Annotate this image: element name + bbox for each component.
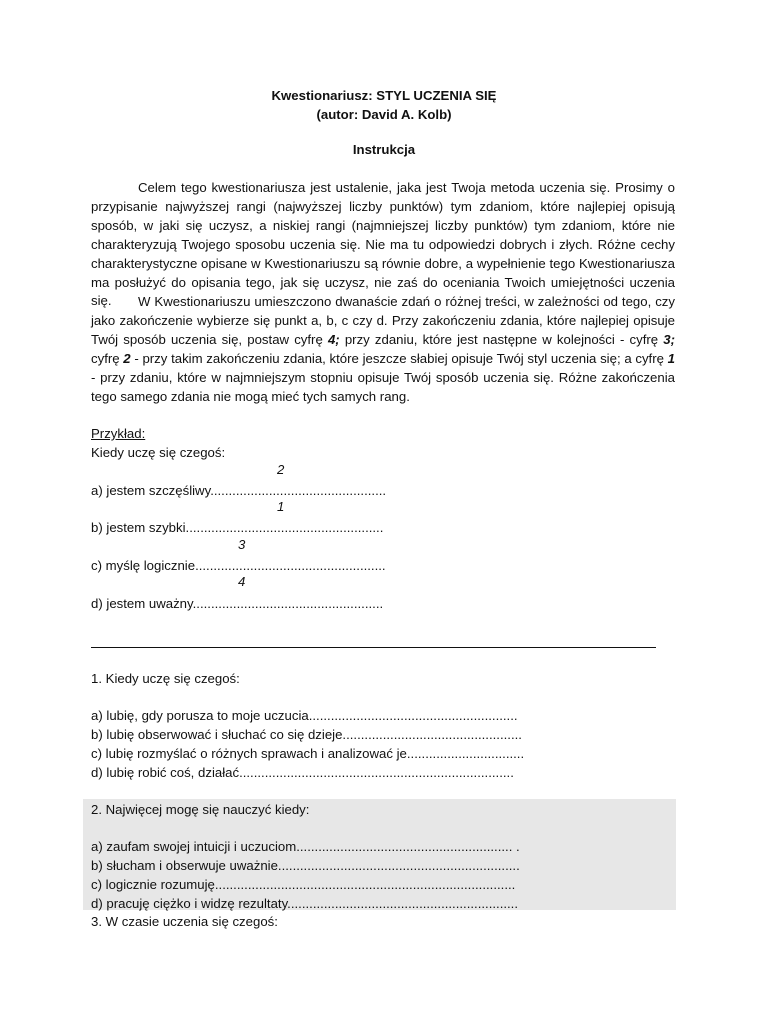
example-rank-b: 1 — [277, 499, 285, 514]
question-1-stem: 1. Kiedy uczę się czegoś: — [91, 671, 240, 686]
question-2-option-c: c) logicznie rozumuję.................................................................................. — [91, 877, 516, 892]
example-item-c: c) myślę logicznie.................................................... — [91, 558, 386, 573]
example-item-d: d) jestem uważny.................................................... — [91, 596, 384, 611]
question-1-option-b: b) lubię obserwować i słuchać co się dzieje................................................. — [91, 727, 522, 742]
example-rank-d: 4 — [238, 574, 246, 589]
document-title: Kwestionariusz: STYL UCZENIA SIĘ — [271, 88, 497, 103]
example-rank-a: 2 — [277, 462, 285, 477]
question-1-options — [91, 706, 524, 782]
example-item-a: a) jestem szczęśliwy................................................ — [91, 483, 387, 498]
example-rank-c: 3 — [238, 537, 246, 552]
question-2-option-a: a) zaufam swojej intuicji i uczuciom........................................................... . — [91, 839, 520, 854]
question-2-option-b: b) słucham i obserwuje uważnie.................................................................. — [91, 858, 520, 873]
example-item-b: b) jestem szybki...................................................... — [91, 520, 384, 535]
document-author: (autor: David A. Kolb) — [316, 107, 452, 122]
question-2-option-d: d) pracuję ciężko i widzę rezultaty............................................................... — [91, 896, 519, 911]
question-1-option-c: c) lubię rozmyślać o różnych sprawach i analizować je................................ — [91, 746, 525, 761]
example-label: Przykład: — [91, 426, 146, 441]
document-title-block — [0, 86, 768, 124]
question-3-stem: 3. W czasie uczenia się czegoś: — [91, 914, 278, 929]
instructions-heading: Instrukcja — [352, 142, 416, 157]
section-divider — [91, 647, 656, 648]
question-2-stem: 2. Najwięcej mogę się nauczyć kiedy: — [91, 802, 310, 817]
question-1-option-d: d) lubię robić coś, działać........................................................................... — [91, 765, 514, 780]
example-stem: Kiedy uczę się czegoś: — [91, 445, 226, 460]
intro-paragraph-2: W Kwestionariuszu umieszczono dwanaście zdań o różnej treści, w zależności od tego, czy jako zakończenie wybierze się punkt a, b, c czy d. Przy zakończeniu zdania, które najlepiej opisuje Twój sposób uczenia się, postaw cyfrę 4; przy zdaniu, które jest następne w kolejności - cyfrę 3; cyfrę 2 - przy takim zakończeniu zdania, które jeszcze słabiej opisuje Twój styl uczenia się; a cyfrę 1 - przy zdaniu, które w najmniejszym stopniu opisuje Twój sposób uczenia się. Różne zakończenia tego samego zdania nie mogą mieć tych samych rang. — [91, 294, 675, 404]
question-2-options — [91, 837, 520, 913]
example-section — [91, 424, 225, 462]
intro-paragraph-1: Celem tego kwestionariusza jest ustalenie, jaka jest Twoja metoda uczenia się. Prosimy o przypisanie najwyższej rangi (najwyższej liczby punktów) tym zdaniom, które najlepiej opisują sposób, w jaki się uczysz, a niskiej rangi (najmniejszej liczby punktów) tym zdaniom, które nie charakteryzują Twojego sposobu uczenia się. Nie ma tu odpowiedzi dobrych i złych. Różne cechy charakterystyczne opisane w Kwestionariuszu są równie dobre, a wypełnienie tego Kwestionariusza ma posłużyć do opisania tego, jak się uczysz, nie zaś do oceniania Twoich umiejętności uczenia się. — [91, 180, 675, 309]
question-1-option-a: a) lubię, gdy porusza to moje uczucia......................................................... — [91, 708, 518, 723]
